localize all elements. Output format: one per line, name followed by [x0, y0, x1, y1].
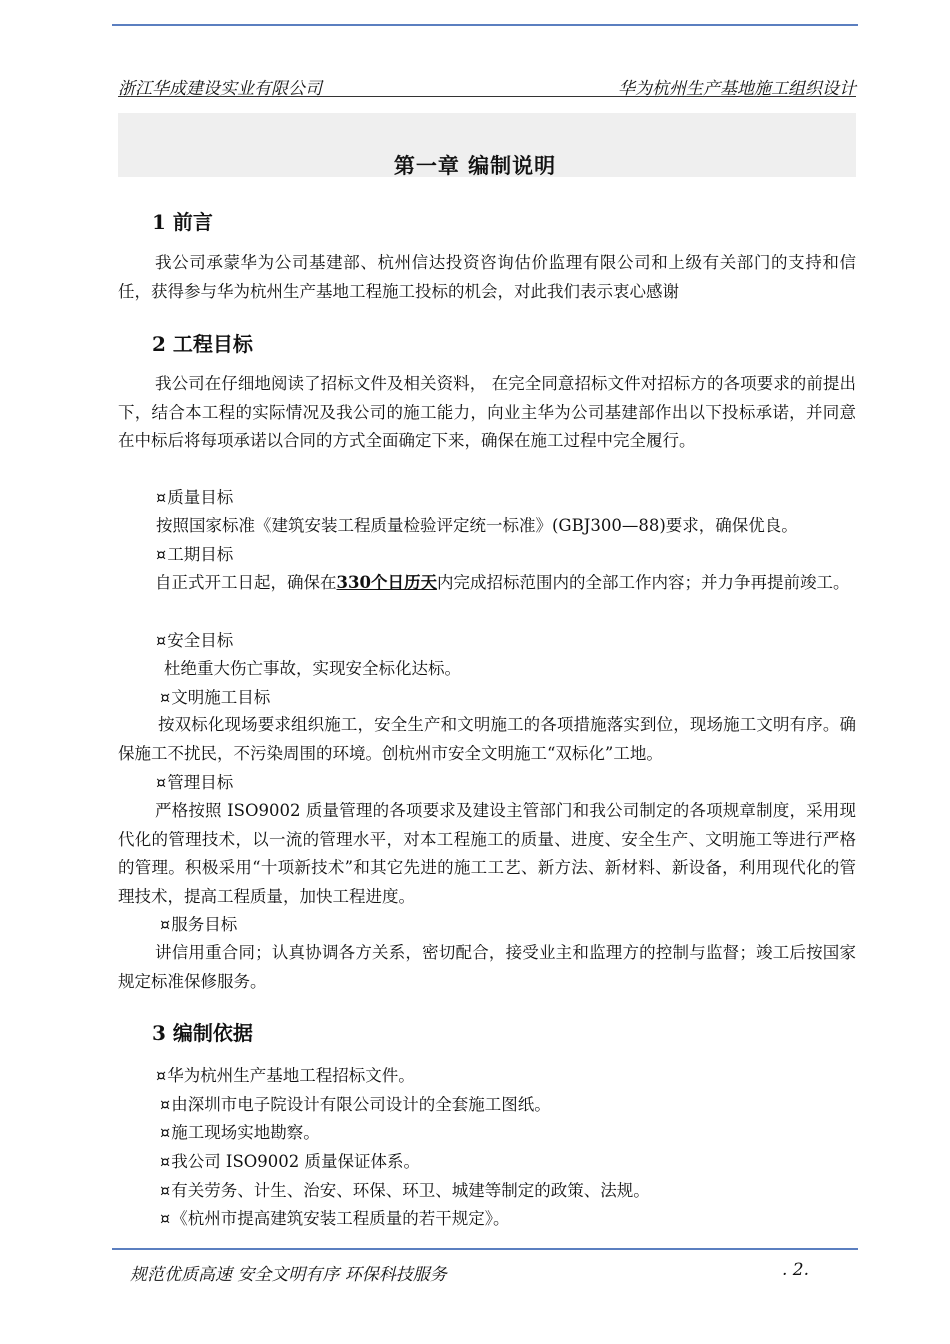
bullet-icon: ¤	[160, 1152, 171, 1171]
basis-item: ¤有关劳务、计生、治安、环保、环卫、城建等制定的政策、法规。	[160, 1181, 650, 1200]
bullet-icon: ¤	[160, 1181, 171, 1200]
management-goal-text: 严格按照 ISO9002 质量管理的各项要求及建设主管部门和我公司制定的各项规章制度，采用现代化的管理技术，以一流的管理水平，对本工程施工的质量、进度、安全生产、文明施工等进行严格的管理。积极采用“十项新技术”和其它先进的施工工艺、新方法、新材料、新设备，利用现代化的管理技术，提高工程质量，加快工程进度。	[118, 801, 856, 906]
bullet-icon: ¤	[160, 1095, 171, 1114]
civil-goal-title: ¤文明施工目标	[160, 688, 271, 707]
header-doc-title: 华为杭州生产基地施工组织设计	[618, 79, 856, 99]
service-goal-title: ¤服务目标	[160, 915, 238, 934]
bullet-icon: ¤	[156, 545, 167, 564]
basis-item: ¤由深圳市电子院设计有限公司设计的全套施工图纸。	[160, 1095, 551, 1114]
service-goal-text: 讲信用重合同；认真协调各方关系，密切配合，接受业主和监理方的控制与监督；竣工后按国家规定标准保修服务。	[118, 943, 856, 991]
footer-rule	[112, 1248, 858, 1250]
bullet-icon: ¤	[160, 688, 171, 707]
section-3-heading: 3 编制依据	[152, 1021, 253, 1045]
top-rule	[112, 24, 858, 26]
page-number: . 2.	[782, 1260, 810, 1280]
schedule-goal-title: ¤工期目标	[156, 545, 234, 564]
section-1-heading: 1 前言	[152, 210, 213, 234]
bullet-icon: ¤	[156, 488, 167, 507]
bullet-icon: ¤	[156, 1066, 167, 1085]
schedule-days-highlight: 330个日历天	[336, 573, 437, 592]
schedule-goal-text: 自正式开工日起，确保在330个日历天内完成招标范围内的全部工作内容；并力争再提前竣工。	[155, 573, 850, 592]
footer-slogan: 规范优质高速 安全文明有序 环保科技服务	[130, 1265, 447, 1285]
header-company: 浙江华成建设实业有限公司	[118, 79, 322, 99]
basis-item: ¤我公司 ISO9002 质量保证体系。	[160, 1152, 421, 1171]
basis-item: ¤《杭州市提高建筑安装工程质量的若干规定》。	[160, 1209, 510, 1228]
basis-item: ¤华为杭州生产基地工程招标文件。	[156, 1066, 415, 1085]
bullet-icon: ¤	[160, 915, 171, 934]
chapter-title: 第一章 编制说明	[393, 153, 557, 178]
bullet-icon: ¤	[156, 631, 167, 650]
page-header	[118, 74, 856, 97]
bullet-icon: ¤	[160, 1209, 171, 1228]
quality-goal-title: ¤质量目标	[156, 488, 234, 507]
management-goal-title: ¤管理目标	[156, 773, 234, 792]
basis-item: ¤施工现场实地勘察。	[160, 1123, 320, 1142]
safety-goal-text: 杜绝重大伤亡事故，实现安全标化达标。	[164, 659, 461, 678]
safety-goal-title: ¤安全目标	[156, 631, 234, 650]
quality-goal-text: 按照国家标准《建筑安装工程质量检验评定统一标准》(GBJ300—88)要求，确保优良。	[156, 516, 798, 535]
section-2-intro: 我公司在仔细地阅读了招标文件及相关资料， 在完全同意招标文件对招标方的各项要求的前提出下，结合本工程的实际情况及我公司的施工能力，向业主华为公司基建部作出以下投标承诺，并同意在中标后将每项承诺以合同的方式全面确定下来，确保在施工过程中完全履行。	[118, 374, 856, 450]
civil-goal-text: 按双标化现场要求组织施工，安全生产和文明施工的各项措施落实到位，现场施工文明有序。确保施工不扰民，不污染周围的环境。创杭州市安全文明施工“双标化”工地。	[118, 715, 856, 763]
section-1-paragraph: 我公司承蒙华为公司基建部、杭州信达投资咨询估价监理有限公司和上级有关部门的支持和信任，获得参与华为杭州生产基地工程施工投标的机会，对此我们表示衷心感谢	[118, 253, 856, 301]
bullet-icon: ¤	[156, 773, 167, 792]
bullet-icon: ¤	[160, 1123, 171, 1142]
section-2-heading: 2 工程目标	[152, 332, 253, 356]
